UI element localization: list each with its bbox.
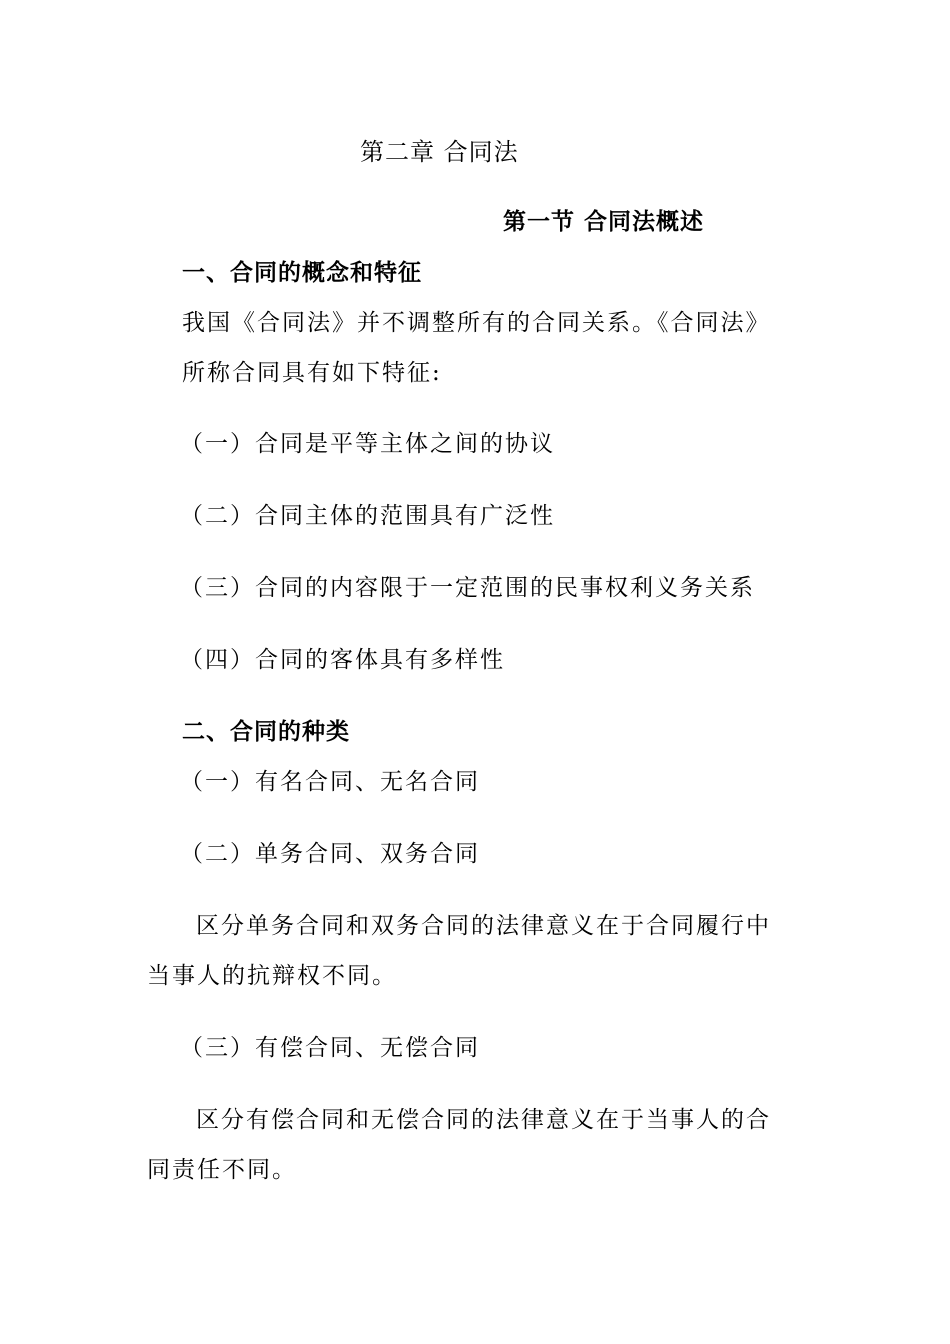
heading-concept-features: 一、合同的概念和特征 xyxy=(182,260,422,286)
paragraph-line: 区分单务合同和双务合同的法律意义在于合同履行中 xyxy=(196,913,771,939)
list-item-type-3: （三）有偿合同、无偿合同 xyxy=(180,1035,480,1061)
paragraph-line: 所称合同具有如下特征: xyxy=(182,360,442,386)
list-item-feature-4: （四）合同的客体具有多样性 xyxy=(180,647,505,673)
list-item-feature-2: （二）合同主体的范围具有广泛性 xyxy=(180,503,555,529)
list-item-type-1: （一）有名合同、无名合同 xyxy=(180,769,480,795)
paragraph-line: 区分有偿合同和无偿合同的法律意义在于当事人的合 xyxy=(196,1107,771,1133)
list-item-feature-3: （三）合同的内容限于一定范围的民事权利义务关系 xyxy=(180,575,755,601)
paragraph-line: 我国《合同法》并不调整所有的合同关系。《合同法》 xyxy=(182,310,771,336)
paragraph-line: 同责任不同。 xyxy=(147,1157,297,1183)
list-item-feature-1: （一）合同是平等主体之间的协议 xyxy=(180,431,555,457)
heading-contract-types: 二、合同的种类 xyxy=(182,719,350,745)
paragraph-line: 当事人的抗辩权不同。 xyxy=(147,963,397,989)
section-title: 第一节 合同法概述 xyxy=(503,209,705,235)
list-item-type-2: （二）单务合同、双务合同 xyxy=(180,841,480,867)
chapter-title: 第二章 合同法 xyxy=(360,138,519,166)
